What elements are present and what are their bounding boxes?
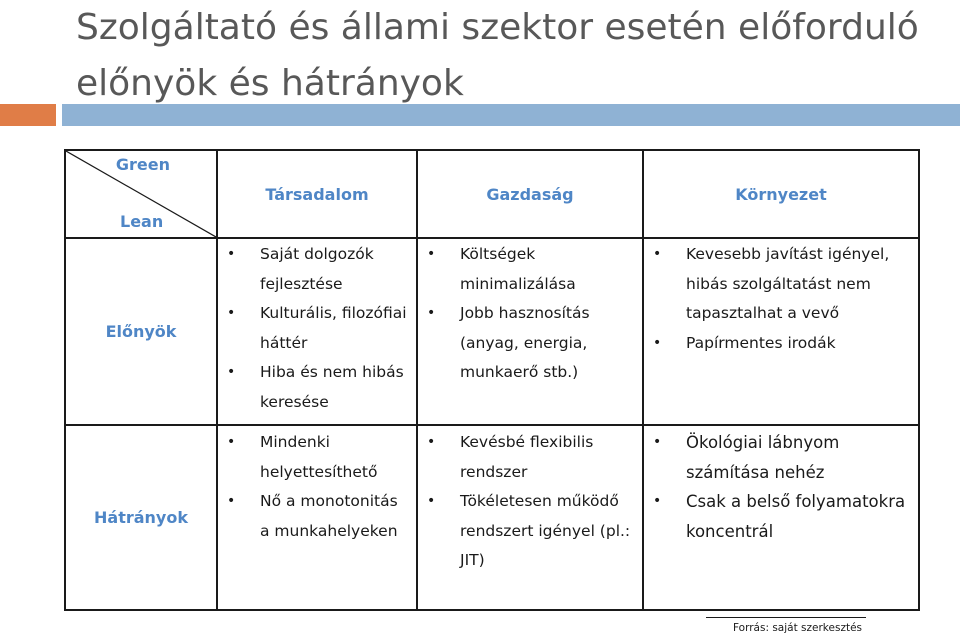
cell-hatranyok-gazdasag [417,425,643,610]
corner-label-green: Green [115,155,170,174]
cell-hatranyok-tarsadalom [217,425,417,610]
source-underline [706,617,866,618]
list-item: • Nő a monotonitás a munkahelyeken [218,487,416,546]
column-header-tarsadalom: Társadalom [217,150,417,238]
corner-cell [65,150,217,238]
list-item: • Mindenki helyettesíthető [218,428,416,487]
comparison-table [64,149,920,611]
accent-bar-blue [62,104,960,126]
cell-elonyok-kornyezet [643,238,919,425]
cell-elonyok-tarsadalom [217,238,417,425]
list-item: • Hiba és nem hibás keresése [218,358,416,417]
accent-bar-orange [0,104,56,126]
column-header-gazdasag: Gazdaság [417,150,643,238]
corner-label-lean: Lean [120,212,164,231]
list-item: • Papírmentes irodák [644,329,918,359]
row-header-elonyok: Előnyök [65,238,217,425]
list-item: • Saját dolgozók fejlesztése [218,240,416,299]
list-item: • Jobb hasznosítás (anyag, energia, munkaerő stb.) [418,299,642,388]
slide-title: Szolgáltató és állami szektor esetén előforduló előnyök és hátrányok [76,7,919,104]
list-item: • Kevésbé flexibilis rendszer [418,428,642,487]
list-item: • Kulturális, filozófiai háttér [218,299,416,358]
column-header-kornyezet: Környezet [643,150,919,238]
list-item: • Tökéletesen működő rendszert igényel (pl.: JIT) [418,487,642,576]
source-note: Forrás: saját szerkesztés [733,622,862,634]
cell-elonyok-gazdasag [417,238,643,425]
cell-hatranyok-kornyezet [643,425,919,610]
list-item: • Csak a belső folyamatokra koncentrál [644,487,918,546]
list-item: • Kevesebb javítást igényel, hibás szolgáltatást nem tapasztalhat a vevő [644,240,918,329]
list-item: • Költségek minimalizálása [418,240,642,299]
row-header-hatranyok: Hátrányok [65,425,217,610]
list-item: • Ökológiai lábnyom számítása nehéz [644,428,918,487]
